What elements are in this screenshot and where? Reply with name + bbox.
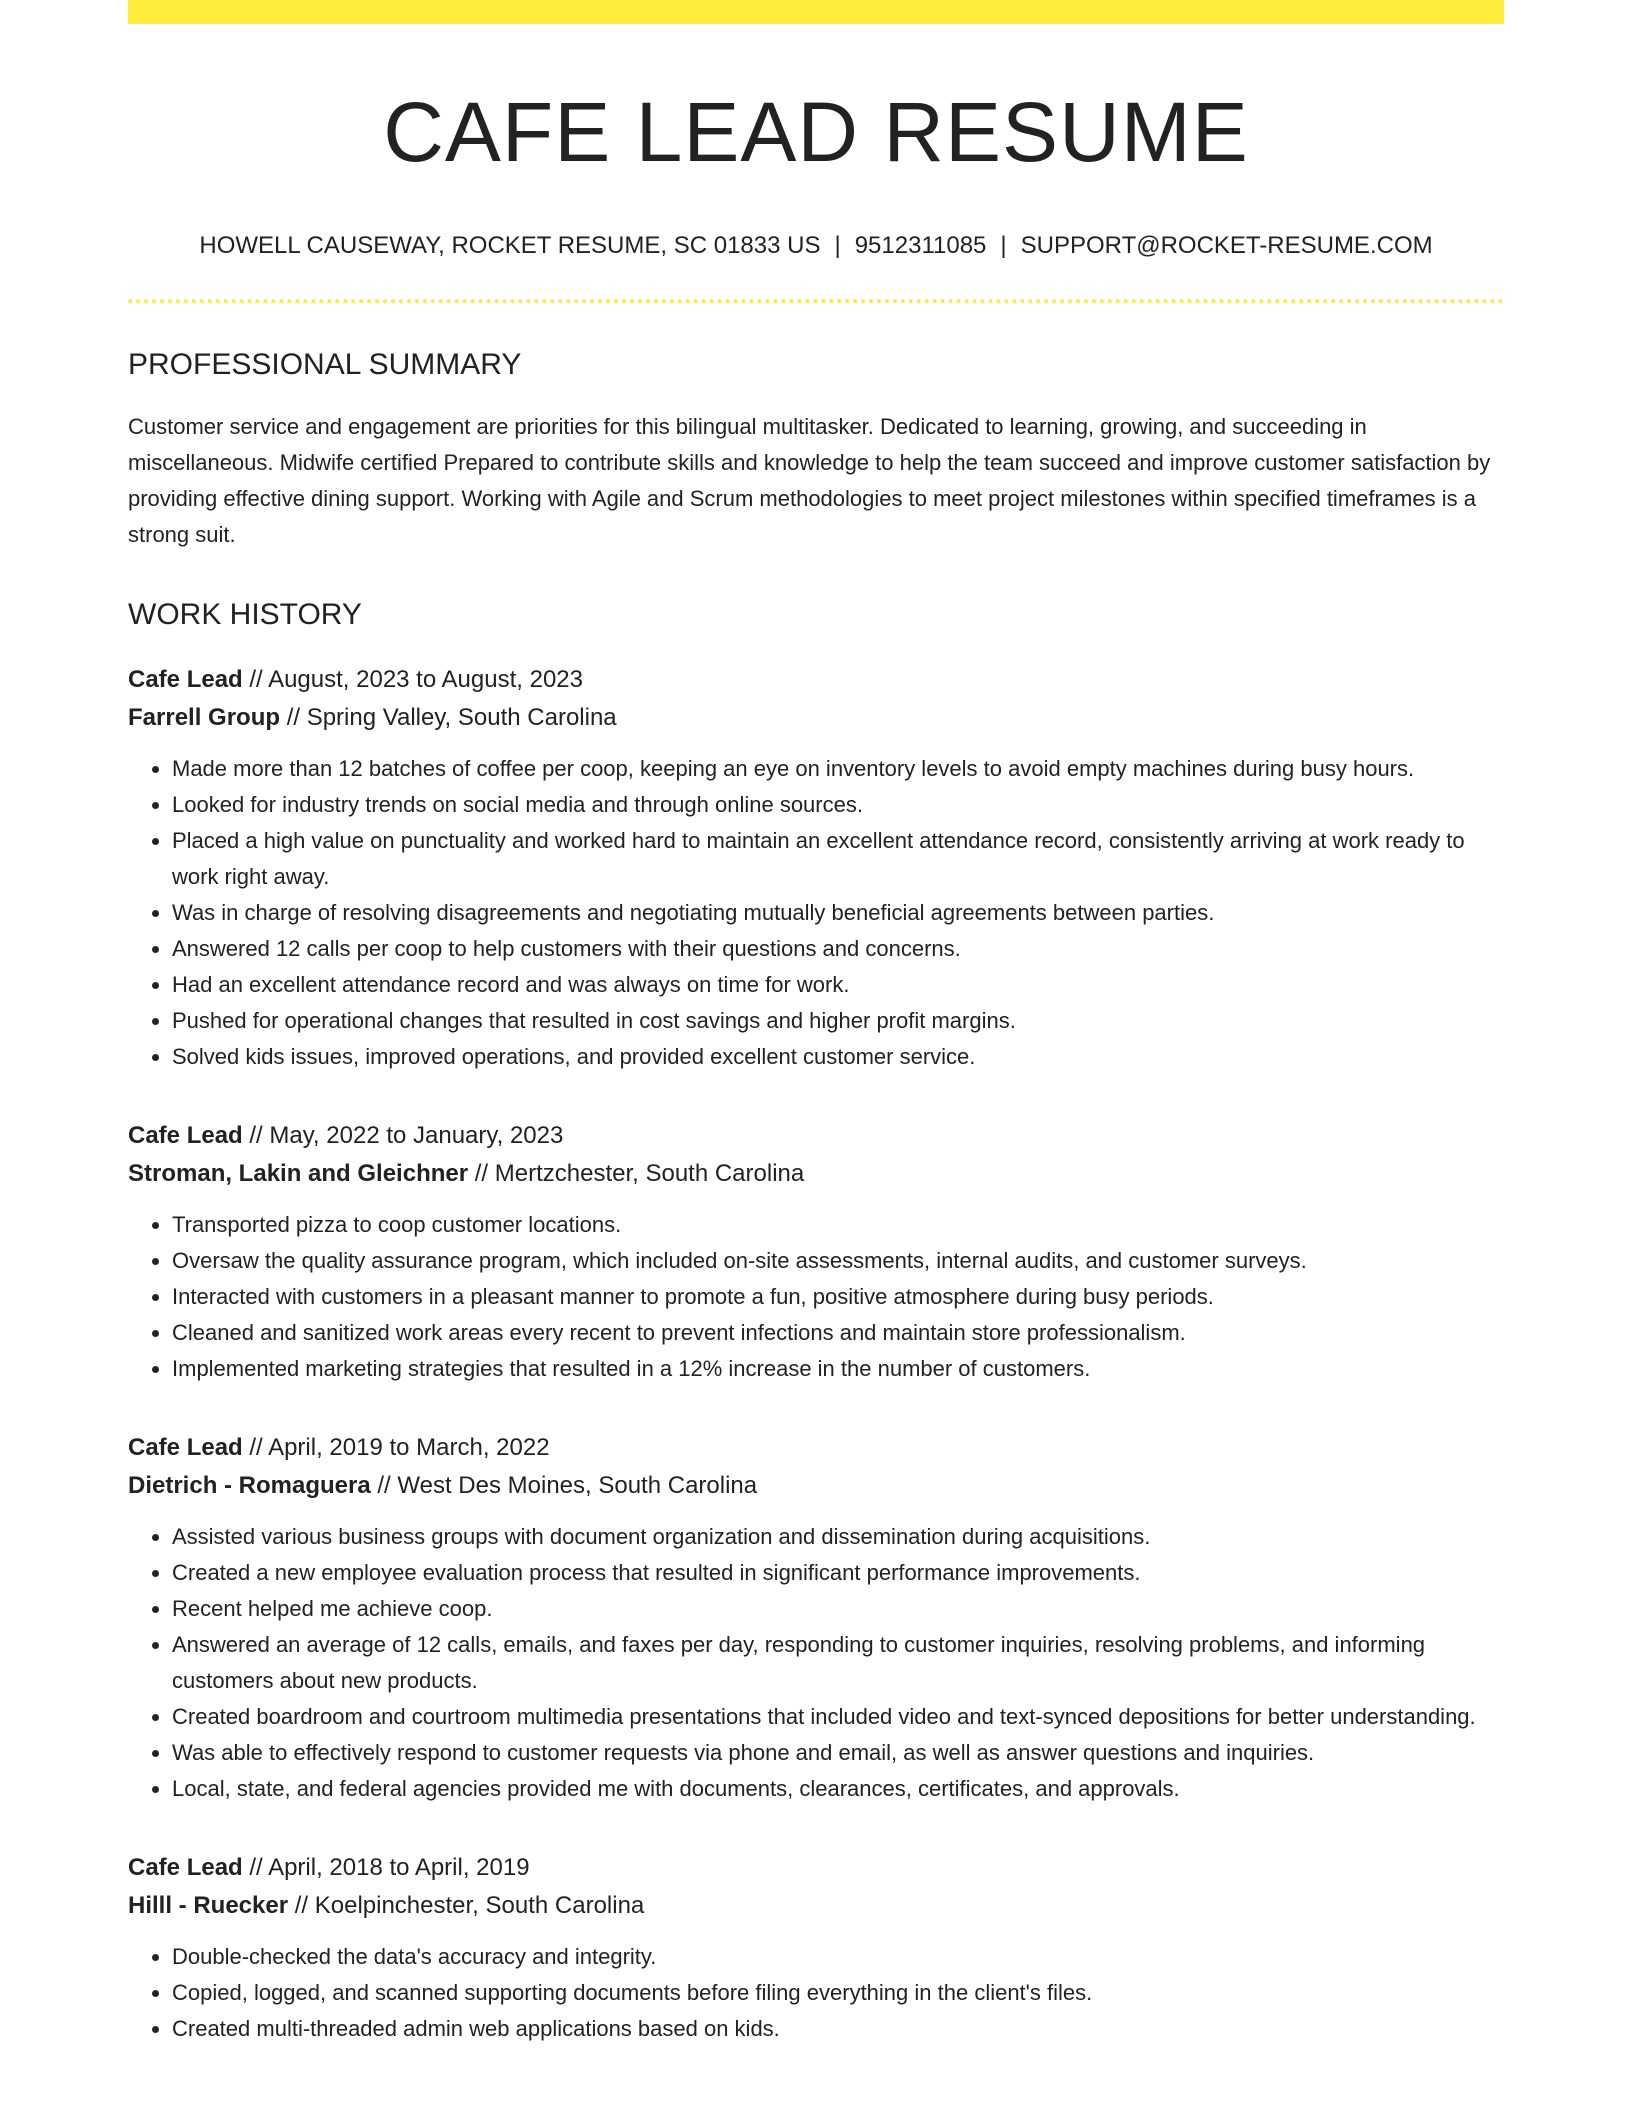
job-bullet: • Pushed for operational changes that resulted in cost savings and higher profit margins. xyxy=(172,1003,1504,1039)
job-title: Cafe Lead xyxy=(128,1854,243,1882)
job-bullet-list xyxy=(128,1519,1504,1807)
job-bullet: • Cleaned and sanitized work areas every recent to prevent infections and maintain store professionalism. xyxy=(172,1315,1504,1351)
job-title-line xyxy=(128,1429,1504,1467)
job-bullet-list xyxy=(128,1207,1504,1387)
job-title-line xyxy=(128,1117,1504,1155)
job-bullet: • Was able to effectively respond to customer requests via phone and email, as well as answer questions and inquiries. xyxy=(172,1735,1504,1771)
work-history-heading: WORK HISTORY xyxy=(128,598,362,632)
job-separator: // xyxy=(242,1854,269,1882)
job-dates: April, 2018 to April, 2019 xyxy=(268,1854,530,1882)
job-separator: // xyxy=(242,1434,269,1462)
job-company-line xyxy=(128,1155,1504,1193)
job-bullet: • Solved kids issues, improved operations, and provided excellent customer service. xyxy=(172,1039,1504,1075)
job-bullet: • Implemented marketing strategies that resulted in a 12% increase in the number of customers. xyxy=(172,1351,1504,1387)
job-bullet: • Created multi-threaded admin web applications based on kids. xyxy=(172,2011,1504,2047)
job-entry xyxy=(128,1429,1504,1807)
job-bullet: • Looked for industry trends on social media and through online sources. xyxy=(172,787,1504,823)
job-separator: // xyxy=(280,704,307,732)
summary-text: Customer service and engagement are priorities for this bilingual multitasker. Dedicated to learning, growing, and succeeding in miscellaneous. Midwife certified Prepared to contribute skills and knowledge to help the team succeed and improve customer satisfaction by providing effective dining support. Working with Agile and Scrum methodologies to meet project milestones within specified timeframes is a strong suit. xyxy=(128,414,1491,548)
job-company-line xyxy=(128,699,1504,737)
job-title: Cafe Lead xyxy=(128,1122,243,1150)
job-bullet: • Placed a high value on punctuality and worked hard to maintain an excellent attendance record, consistently arriving at work ready to work right away. xyxy=(172,823,1504,895)
job-separator: // xyxy=(468,1160,495,1188)
job-bullet: • Oversaw the quality assurance program, which included on-site assessments, internal audits, and customer surveys. xyxy=(172,1243,1504,1279)
job-company: Dietrich - Romaguera xyxy=(128,1472,371,1500)
job-bullet: • Was in charge of resolving disagreements and negotiating mutually beneficial agreements between parties. xyxy=(172,895,1504,931)
job-separator: // xyxy=(242,1122,270,1150)
job-bullet: • Answered 12 calls per coop to help customers with their questions and concerns. xyxy=(172,931,1504,967)
job-separator: // xyxy=(370,1472,398,1500)
job-bullet: • Transported pizza to coop customer locations. xyxy=(172,1207,1504,1243)
summary-heading: PROFESSIONAL SUMMARY xyxy=(128,348,522,382)
job-bullet: • Assisted various business groups with document organization and dissemination during acquisitions. xyxy=(172,1519,1504,1555)
resume-page xyxy=(128,0,1504,2047)
resume-title: CAFE LEAD RESUME xyxy=(383,85,1249,179)
job-separator: // xyxy=(242,666,269,694)
job-dates: April, 2019 to March, 2022 xyxy=(268,1434,550,1462)
job-location: Spring Valley, South Carolina xyxy=(306,704,617,732)
job-company-line xyxy=(128,1887,1504,1925)
job-bullet: • Local, state, and federal agencies provided me with documents, clearances, certificates, and approvals. xyxy=(172,1771,1504,1807)
job-company: Hilll - Ruecker xyxy=(128,1892,289,1920)
work-history-list xyxy=(128,661,1504,2047)
job-bullet: • Had an excellent attendance record and was always on time for work. xyxy=(172,967,1504,1003)
job-location: Koelpinchester, South Carolina xyxy=(314,1892,645,1920)
dotted-divider xyxy=(128,299,1504,303)
job-bullet: • Created a new employee evaluation process that resulted in significant performance improvements. xyxy=(172,1555,1504,1591)
job-dates: May, 2022 to January, 2023 xyxy=(269,1122,564,1150)
job-title-line xyxy=(128,1849,1504,1887)
job-location: Mertzchester, South Carolina xyxy=(494,1160,805,1188)
job-bullet-list xyxy=(128,751,1504,1075)
job-bullet: • Answered an average of 12 calls, emails, and faxes per day, responding to customer inquiries, resolving problems, and informing customers about new products. xyxy=(172,1627,1504,1699)
job-title-line xyxy=(128,661,1504,699)
contact-phone: 9512311085 xyxy=(854,232,987,260)
contact-separator: | xyxy=(1000,232,1007,260)
contact-line xyxy=(128,232,1504,261)
job-title: Cafe Lead xyxy=(128,666,243,694)
contact-email: SUPPORT@ROCKET-RESUME.COM xyxy=(1020,232,1433,260)
job-dates: August, 2023 to August, 2023 xyxy=(268,666,583,694)
contact-separator: | xyxy=(834,232,841,260)
job-bullet: • Created boardroom and courtroom multimedia presentations that included video and text-synced depositions for better understanding. xyxy=(172,1699,1504,1735)
accent-top-bar xyxy=(128,0,1504,24)
job-entry xyxy=(128,1117,1504,1387)
job-company: Stroman, Lakin and Gleichner xyxy=(128,1160,469,1188)
job-bullet-list xyxy=(128,1939,1504,2047)
job-company-line xyxy=(128,1467,1504,1505)
job-bullet: • Interacted with customers in a pleasant manner to promote a fun, positive atmosphere during busy periods. xyxy=(172,1279,1504,1315)
job-bullet: • Double-checked the data's accuracy and integrity. xyxy=(172,1939,1504,1975)
job-bullet: • Recent helped me achieve coop. xyxy=(172,1591,1504,1627)
job-bullet: • Copied, logged, and scanned supporting documents before filing everything in the client's files. xyxy=(172,1975,1504,2011)
job-company: Farrell Group xyxy=(128,704,281,732)
job-separator: // xyxy=(288,1892,315,1920)
job-title: Cafe Lead xyxy=(128,1434,243,1462)
job-location: West Des Moines, South Carolina xyxy=(397,1472,758,1500)
job-entry xyxy=(128,661,1504,1075)
job-bullet: • Made more than 12 batches of coffee per coop, keeping an eye on inventory levels to avoid empty machines during busy hours. xyxy=(172,751,1504,787)
job-entry xyxy=(128,1849,1504,2047)
contact-address: HOWELL CAUSEWAY, ROCKET RESUME, SC 01833 US xyxy=(199,232,821,260)
